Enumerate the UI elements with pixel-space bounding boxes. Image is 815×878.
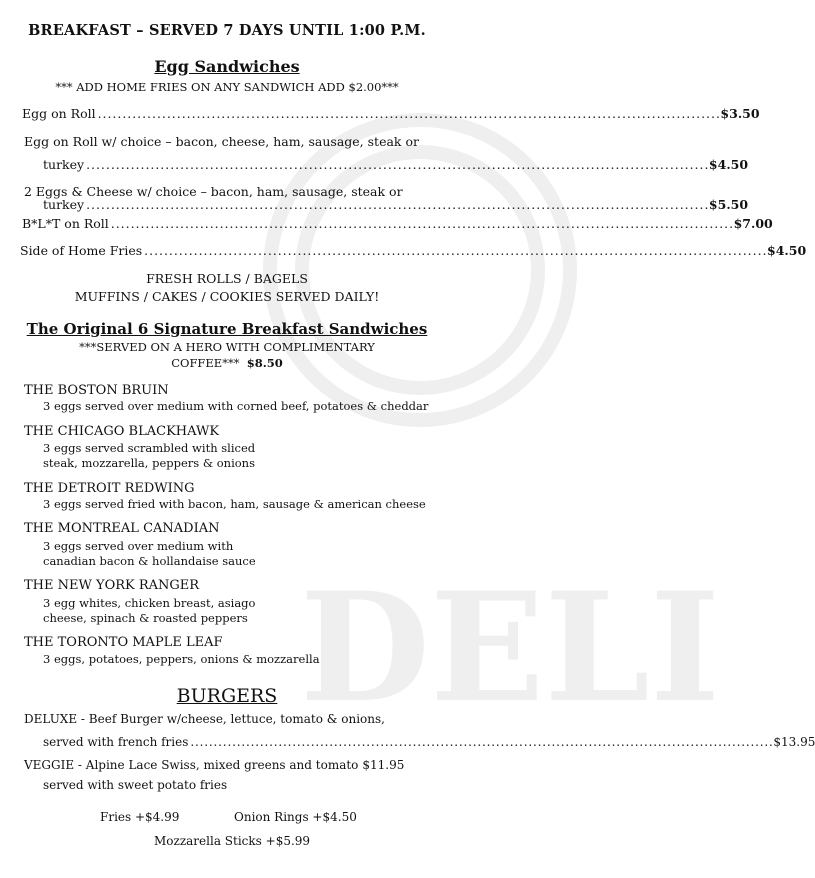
burger-veggie-sides: served with sweet potato fries (43, 778, 228, 792)
menu-item-egg-on-roll (22, 106, 760, 121)
item-name: Egg on Roll (22, 106, 96, 121)
item-price: $4.50 (708, 157, 749, 172)
leader-dots (98, 106, 719, 121)
side-fries: Fries +$4.99 (100, 810, 180, 824)
menu-item-blt (22, 216, 773, 231)
side-mozzarella-sticks: Mozzarella Sticks +$5.99 (154, 834, 311, 848)
leader-dots (86, 197, 707, 212)
sig-item-name: THE TORONTO MAPLE LEAF (24, 635, 223, 650)
item-price: $5.50 (708, 197, 749, 212)
sig-item-name: THE NEW YORK RANGER (24, 578, 200, 593)
signature-price: $8.50 (246, 356, 283, 370)
sig-item-desc: steak, mozzarella, peppers & onions (43, 456, 255, 470)
fresh-note-line2: MUFFINS / CAKES / COOKIES SERVED DAILY! (74, 289, 380, 304)
watermark-text: DELI (300, 560, 721, 736)
sig-item-desc: 3 eggs, potatoes, peppers, onions & mozzarella (43, 652, 320, 666)
burger-deluxe-sides: served with french fries (43, 735, 189, 749)
leader-dots (111, 216, 732, 231)
item-name: B*L*T on Roll (22, 216, 109, 231)
burger-deluxe-desc: DELUXE - Beef Burger w/cheese, lettuce, tomato & onions, (24, 712, 385, 726)
item-price: $4.50 (767, 243, 807, 258)
home-fries-note: *** ADD HOME FRIES ON ANY SANDWICH ADD $2.00*** (55, 80, 399, 94)
menu-item-2-eggs-cheese (43, 197, 749, 212)
side-onion-rings: Onion Rings +$4.50 (234, 810, 357, 824)
sig-item-name: THE CHICAGO BLACKHAWK (24, 424, 220, 439)
sig-item-desc: canadian bacon & hollandaise sauce (43, 554, 256, 568)
item-name-cont: turkey (43, 197, 85, 212)
sig-item-name: THE DETROIT REDWING (24, 481, 195, 496)
egg-sandwiches-title: Egg Sandwiches (154, 57, 300, 76)
item-price: $3.50 (720, 106, 760, 121)
sig-item-desc: 3 eggs served scrambled with sliced (43, 441, 256, 455)
signature-note-line2 (0, 356, 454, 370)
fresh-note-line1: FRESH ROLLS / BAGELS (146, 271, 308, 286)
page-title: BREAKFAST – SERVED 7 DAYS UNTIL 1:00 P.M. (28, 22, 426, 39)
sig-item-desc: 3 eggs served fried with bacon, ham, sausage & american cheese (43, 497, 426, 511)
item-name-cont: turkey (43, 157, 85, 172)
item-name-line1: 2 Eggs & Cheese w/ choice – bacon, ham, sausage, steak or (24, 184, 403, 199)
burger-veggie (24, 758, 405, 772)
sig-item-desc: 3 eggs served over medium with corned beef, potatoes & cheddar (43, 399, 429, 413)
sig-item-desc: cheese, spinach & roasted peppers (43, 611, 248, 625)
burger-veggie-desc: VEGGIE - Alpine Lace Swiss, mixed greens and tomato (24, 758, 359, 772)
sig-item-desc: 3 eggs served over medium with (43, 539, 234, 553)
item-name: Side of Home Fries (20, 243, 143, 258)
sig-item-desc: 3 egg whites, chicken breast, asiago (43, 596, 256, 610)
burger-veggie-price: $11.95 (362, 758, 405, 772)
leader-dots (144, 243, 765, 258)
leader-dots (86, 157, 707, 172)
signature-title: The Original 6 Signature Breakfast Sandwiches (26, 320, 428, 338)
burger-deluxe (43, 735, 815, 749)
burger-deluxe-price: $13.95 (773, 735, 815, 749)
burgers-title: BURGERS (176, 685, 278, 707)
signature-note-line1: ***SERVED ON A HERO WITH COMPLIMENTARY (79, 340, 375, 354)
item-name-line1: Egg on Roll w/ choice – bacon, cheese, ham, sausage, steak or (24, 134, 419, 149)
signature-note-text: COFFEE*** (171, 356, 240, 370)
menu-item-egg-on-roll-choice (43, 157, 749, 172)
item-price: $7.00 (733, 216, 773, 231)
menu-item-side-home-fries (20, 243, 807, 258)
sig-item-name: THE BOSTON BRUIN (24, 383, 169, 398)
sig-item-name: THE MONTREAL CANADIAN (24, 521, 220, 536)
leader-dots (190, 735, 771, 749)
